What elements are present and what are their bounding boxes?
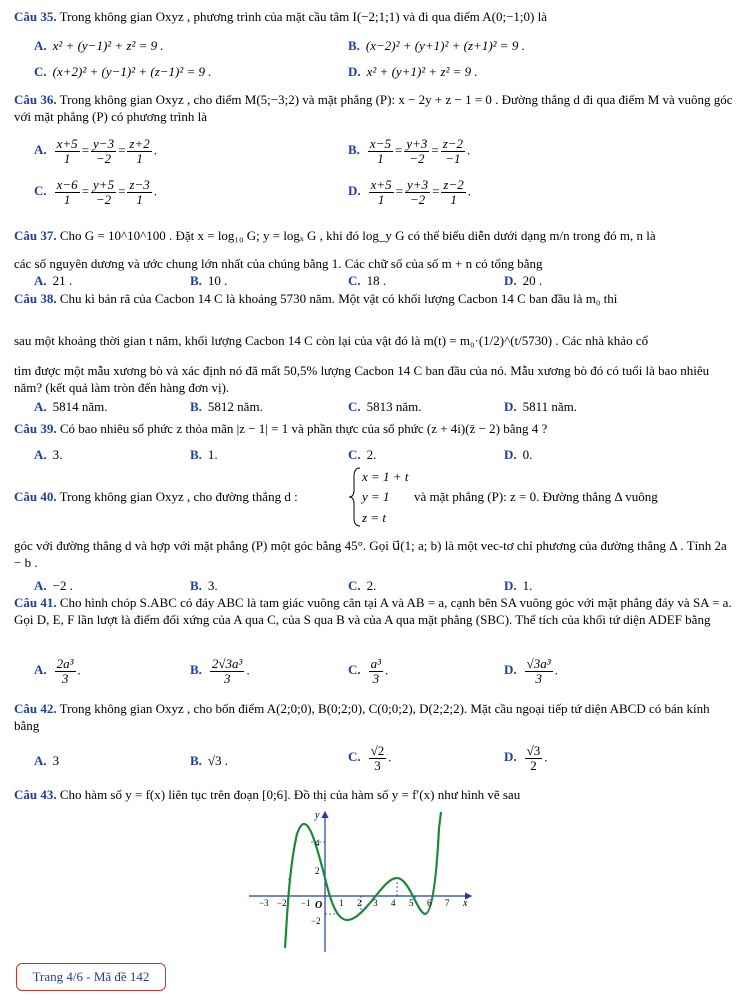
question-38-cont2: tìm được một mẫu xương bò và xác định nó đã mất 50,5% lượng Cacbon 14 C ban đầu của nó. Mẫu xương bò đó có tuổi là bao nhiêu năm? (kết quả làm tròn đến hàng đơn vị). (14, 363, 710, 395)
option-d[interactable]: D. 20 . (504, 273, 543, 288)
option-c[interactable]: C. 2. (348, 447, 377, 462)
xtick-2: 2 (357, 898, 362, 908)
option-b[interactable]: B. √3 . (190, 753, 229, 768)
option-b[interactable]: B. 5812 năm. (190, 399, 263, 414)
option-c[interactable]: C. 18 . (348, 273, 387, 288)
derivative-graph (245, 808, 485, 958)
question-35 (14, 8, 736, 25)
x-label: x (463, 898, 468, 909)
option-c[interactable]: C. $\frac{x-6}{1}$ = $\frac{y+5}{-2}$ = $\frac{z-3}{1}$ . (34, 177, 158, 207)
question-number: Câu 40. (14, 489, 57, 504)
f-prime-curve (285, 812, 441, 948)
option-c[interactable]: C. $\frac{√2}{3}$ . (348, 743, 392, 773)
option-b[interactable]: B. (x−2)² + (y+1)² + (z+1)² = 9 . (348, 38, 525, 53)
xtick-4: 4 (391, 898, 396, 908)
question-43 (14, 786, 736, 803)
xtick-3: 3 (373, 898, 378, 908)
xtick-7: 7 (445, 898, 450, 908)
system-line-2: y = 1 (362, 489, 390, 504)
option-b[interactable]: B. $\frac{x-5}{1}$ = $\frac{y+3}{-2}$ = $\frac{z-2}{-1}$ . (348, 136, 471, 166)
question-text: Cho hàm số y = f(x) liên tục trên đoạn [0;6]. Đồ thị của hàm số y = f′(x) như hình vẽ sau (59, 787, 521, 802)
question-text: Trong không gian Oxyz , phương trình của mặt cầu tâm I(−2;1;1) và đi qua điểm A(0;−1;0) là (59, 9, 547, 24)
question-40-cont: góc với đường thẳng d và hợp với mặt phẳng (P) một góc bằng 45°. Gọi u⃗(1; a; b) là một vec-tơ chỉ phương của đường thẳng Δ . Tính 2a − b . (14, 538, 727, 570)
question-text: Trong không gian Oxyz , cho đường thẳng d : (59, 489, 298, 504)
question-36 (14, 91, 736, 125)
ytick-2: 2 (315, 866, 320, 876)
ytick-neg2: −2 (311, 916, 321, 926)
question-text: Chu kì bán rã của Cacbon 14 C là khoảng 5730 năm. Một vật có khối lượng Cacbon 14 C ban đầu là m₀ thì (59, 291, 618, 306)
question-text: Trong không gian Oxyz , cho điểm M(5;−3;2) và mặt phẳng (P): x − 2y + z − 1 = 0 . Đường thẳng d đi qua điểm M và vuông góc với mặt phẳng (P) có phương trình là (14, 92, 733, 124)
question-41 (14, 594, 736, 628)
option-c[interactable]: C. 5813 năm. (348, 399, 422, 414)
question-number: Câu 41. (14, 595, 57, 610)
option-b[interactable]: B. 3. (190, 578, 218, 593)
option-a[interactable]: A. 3 (34, 753, 60, 768)
question-37-cont: các số nguyên dương và ước chung lớn nhất của chúng bằng 1. Các chữ số của số m + n có tổng bằng (14, 256, 543, 271)
option-a[interactable]: A. 3. (34, 447, 63, 462)
page-footer: Trang 4/6 - Mã đề 142 (16, 963, 166, 991)
option-d[interactable]: D. 5811 năm. (504, 399, 578, 414)
option-c[interactable]: C. 2. (348, 578, 377, 593)
option-d[interactable]: D. $\frac{\text{√3a³}}{3}$ . (504, 656, 558, 686)
option-d[interactable]: D. x² + (y+1)² + z² = 9 . (348, 64, 478, 79)
ytick-4: 4 (315, 838, 320, 848)
option-b[interactable]: B. 1. (190, 447, 218, 462)
question-39 (14, 420, 736, 437)
xtick-neg1: −1 (301, 898, 311, 908)
option-a[interactable]: A. $\frac{\text{2a³}}{3}$ . (34, 656, 81, 686)
question-text: Cho G = 10^10^100 . Đặt x = log₁₀ G; y = logₓ G , khi đó log_y G có thể biểu diễn dưới dạng m/n trong đó m, n là (59, 228, 656, 243)
question-number: Câu 36. (14, 92, 57, 107)
option-a[interactable]: A. 21 . (34, 273, 73, 288)
option-d[interactable]: D. $\frac{√3}{2}$ . (504, 743, 548, 773)
xtick-1: 1 (339, 898, 344, 908)
option-b[interactable]: B. $\frac{\text{2√3a³}}{3}$ . (190, 656, 250, 686)
xtick-neg2: −2 (277, 898, 287, 908)
question-38-cont: sau một khoảng thời gian t năm, khối lượng Cacbon 14 C còn lại của vật đó là m(t) = m₀·(1/2)^(t/5730) . Các nhà khảo cổ (14, 333, 649, 348)
system-line-3: z = t (362, 510, 386, 525)
question-number: Câu 35. (14, 9, 57, 24)
question-number: Câu 37. (14, 228, 57, 243)
question-text: Trong không gian Oxyz , cho bốn điểm A(2;0;0), B(0;2;0), C(0;0;2), D(2;2;2). Mặt cầu ngoại tiếp tứ diện ABCD có bán kính bằng (14, 701, 710, 733)
question-text: Có bao nhiêu số phức z thỏa mãn |z − 1| = 1 và phần thực của số phức (z + 4i)(z̄ − 2) bằng 4 ? (59, 421, 548, 436)
question-38 (14, 290, 736, 307)
system-brace (348, 466, 362, 528)
option-c[interactable]: C. $\frac{\text{a³}}{3}$ . (348, 656, 389, 686)
xtick-5: 5 (409, 898, 414, 908)
option-d[interactable]: D. 1. (504, 578, 533, 593)
question-number: Câu 43. (14, 787, 57, 802)
option-a[interactable]: A. x² + (y−1)² + z² = 9 . (34, 38, 164, 53)
option-a[interactable]: A. −2 . (34, 578, 73, 593)
question-40-text-right: và mặt phẳng (P): z = 0. Đường thẳng Δ vuông (414, 489, 658, 504)
origin-label: O (315, 900, 323, 911)
y-label: y (315, 810, 320, 821)
option-d[interactable]: D. 0. (504, 447, 533, 462)
question-42 (14, 700, 736, 734)
option-a[interactable]: A. 5814 năm. (34, 399, 108, 414)
system-line-1: x = 1 + t (362, 469, 409, 484)
question-number: Câu 42. (14, 701, 57, 716)
question-number: Câu 39. (14, 421, 57, 436)
xtick-6: 6 (427, 898, 432, 908)
option-c[interactable]: C. (x+2)² + (y−1)² + (z−1)² = 9 . (34, 64, 212, 79)
option-a[interactable]: A. $\frac{x+5}{1}$ = $\frac{y-3}{-2}$ = $\frac{z+2}{1}$ . (34, 136, 158, 166)
question-text: Cho hình chóp S.ABC có đáy ABC là tam giác vuông cân tại A và AB = a, cạnh bên SA vuông góc với mặt phẳng đáy và SA = a. Gọi D, E, F lần lượt là điểm đối xứng của A qua C, của S qua B và của A qua mặt phẳng (SBC). Thể tích của khối tứ diện ADEF bằng (14, 595, 732, 627)
question-number: Câu 38. (14, 291, 57, 306)
question-40 (14, 488, 344, 505)
option-b[interactable]: B. 10 . (190, 273, 228, 288)
question-37 (14, 227, 736, 244)
xtick-neg3: −3 (259, 898, 269, 908)
option-d[interactable]: D. $\frac{x+5}{1}$ = $\frac{y+3}{-2}$ = $\frac{z-2}{1}$ . (348, 177, 472, 207)
